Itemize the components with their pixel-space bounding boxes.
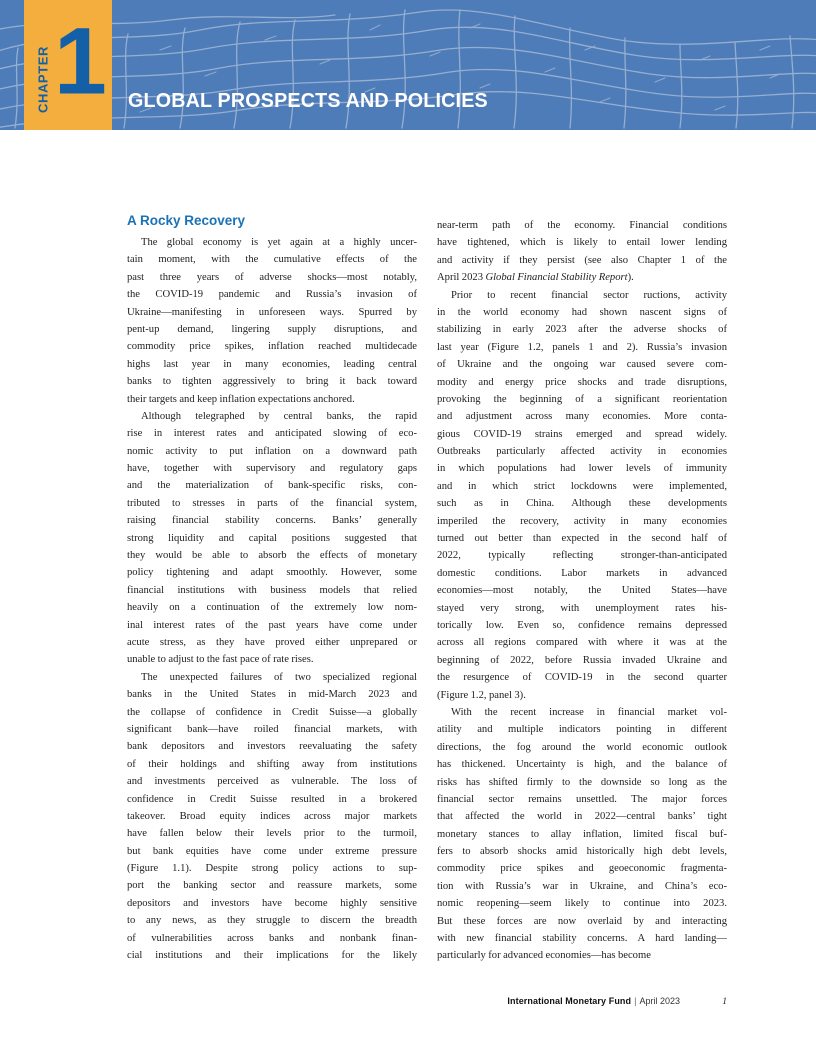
text-line: modity and energy price shocks and trade disruptions, [437,376,727,388]
text-line: provoking the beginning of a significant reorientation [437,393,727,405]
text-line: 2022, typically reflecting stronger-than-anticipated [437,550,727,562]
column-right [437,217,727,965]
text-line: imperiled the recovery, activity in many economies [437,515,727,527]
section-heading: A Rocky Recovery [127,213,246,228]
text-line: (Figure 1.1). Despite strong policy actions to sup- [127,863,417,875]
text-line: bank depositors and investors reevaluating the safety [127,741,417,753]
column-left [127,213,417,964]
text-line: to any news, as they struggle to discern the breadth [127,915,417,927]
text-line: strong liquidity and capital positions suggested that [127,532,417,544]
text-line: stabilizing in early 2023 after the adverse shocks of [437,324,727,336]
text-line: last year (Figure 1.2, panels 1 and 2). Russia’s invasion [437,341,727,353]
text-line: financial sector remains unsettled. The major forces [437,793,727,805]
text-line: pent-up demand, lingering supply disruptions, and [127,323,417,335]
text-line: fers to absorb shocks amid historically high debt levels, [437,846,727,858]
text-line: Although telegraphed by central banks, the rapid [141,410,417,422]
text-line: banks in the United States in mid-March 2023 and [127,689,417,701]
text-line: have fallen below their levels prior to the turmoil, [127,828,417,840]
text-line: takeover. Broad equity indices across major markets [127,810,417,822]
text-line: and adjustment across many economies. More conta- [437,411,727,423]
text-line: the collapse of confidence in Credit Suisse—a globally [127,706,417,718]
text-line: port the banking sector and reassure markets, some [127,880,417,892]
text-line: nomic reopening—seem likely to continue into 2023. [437,898,727,910]
text-line: the COVID-19 pandemic and Russia’s invasion of [127,289,417,301]
text-line: they would be able to absorb the effects of monetary [127,550,417,562]
text-line: and the materialization of bank-specific risks, con- [127,480,417,492]
chapter-box [24,0,112,130]
text-line: of Ukraine and the ongoing war caused severe com- [437,359,727,371]
text-line: atility and multiple indicators pointing in different [437,724,727,736]
text-line: but bank equities have come under extreme pressure [127,845,417,857]
text-line: financial institutions with business models that relied [127,584,417,596]
page-title: GLOBAL PROSPECTS AND POLICIES [128,89,488,112]
text-line: monetary stances to allay inflation, limited fiscal buf- [437,828,727,840]
text-line: and investments perceived as vulnerable. The loss of [127,776,417,788]
header-band [0,0,816,130]
footer-date: April 2023 [639,996,680,1006]
text-line: and activity if they persist (see also Chapter 1 of the [437,254,727,266]
text-line: nomic activity to put inflation on a downward path [127,445,417,457]
text-line: (Figure 1.2, panel 3). [437,689,526,701]
text-line: The global economy is yet again at a highly uncer- [141,237,417,248]
text-line: directions, the fog around the world economic outlook [437,741,727,753]
text-line: banks to tighten aggressively to bring it back toward [127,376,417,388]
text-line: turned out better than expected in the second half of [437,533,727,545]
text-line: acute stress, as they have proved either unprepared or [127,636,417,648]
text-line: Prior to recent financial sector ructions, activity [451,289,727,301]
text-line: have, together with supervisory and regulatory gaps [127,463,417,475]
text-line: with new financial stability concerns. A hard landing— [437,933,727,945]
text-line: in the world economy had shown nascent signs of [437,306,727,318]
text-line: and in which strict lockdowns were implemented, [437,480,727,492]
text-line: unable to adjust to the fast pace of rate rises. [127,654,314,666]
text-line: tain moment, with the cumulative effects of the [127,254,417,266]
paragraph [437,217,727,287]
text-line: of their holdings and shifting away from institutions [127,758,417,770]
text-line: across all regions compared with where it was at the [437,637,727,649]
text-line: in which populations had lower levels of immunity [437,463,727,475]
text-line: domestic conditions. Labor markets in advanced [437,567,727,579]
text-line: April 2023 Global Financial Stability Report). [437,272,634,284]
page-number: 1 [722,997,727,1007]
text-line: depositors and investors have become highly sensitive [127,897,417,909]
text-line: gious COVID-19 strains emerged and spread widely. [437,428,727,440]
chapter-label: CHAPTER [35,45,51,114]
text-line: Ukraine—manifesting in unforeseen ways. Spurred by [127,306,417,318]
text-line: stayed very strong, with unemployment rates his- [437,602,727,614]
publisher-name: International Monetary Fund [507,996,632,1006]
paragraph [437,287,727,704]
text-line: raising financial stability concerns. Banks’ generally [127,515,417,527]
text-line: significant bank—have roiled financial markets, with [127,723,417,735]
text-line: risks has shifted firmly to the downside so long as the [437,776,727,788]
paragraph [127,408,417,669]
text-line: The unexpected failures of two specialized regional [141,671,417,683]
chapter-number: 1 [54,8,107,115]
footer-separator: | [634,996,637,1006]
text-line: highs last year in many economies, leading central [127,358,417,370]
text-line: such as in China. Although these developments [437,498,727,510]
text-line: near-term path of the economy. Financial conditions [437,220,727,231]
text-line: Outbreaks particularly affected activity in economies [437,446,727,458]
footer [127,996,727,1007]
text-line: have tightened, which is likely to entail lower lending [437,237,727,249]
text-line: beginning of 2022, before Russia invaded Ukraine and [437,654,727,666]
text-line: their targets and keep inflation expectations anchored. [127,393,355,405]
text-line: past three years of adverse shocks—most notably, [127,271,417,283]
text-line: With the recent increase in financial market vol- [451,706,727,718]
text-line: inal interest rates of the past years have come under [127,619,417,631]
text-line: tributed to stresses in parts of the financial system, [127,497,417,509]
paragraph [437,704,727,965]
text-line: policy tightening and adapt smoothly. However, some [127,567,417,579]
text-line: heavily on a continuation of the extremely low nom- [127,602,417,614]
text-line: tion with Russia’s war in Ukraine, and China’s eco- [437,880,727,892]
paragraph [127,234,417,408]
text-line: rise in interest rates and anticipated slowing of eco- [127,428,417,440]
paragraph [127,669,417,965]
text-line: commodity price spikes and geoeconomic fragmenta- [437,863,727,875]
text-line: economies—most notably, the United States—have [437,585,727,597]
text-line: of vulnerabilities across banks and nonbank finan- [127,932,417,944]
text-line: has thickened. Uncertainty is high, and the balance of [437,759,727,771]
text-line: confidence in Credit Suisse resulted in a brokered [127,793,417,805]
text-line: the resurgence of COVID-19 in the second quarter [437,672,727,684]
text-line: particularly for advanced economies—has become [437,950,651,962]
text-line: torically low. Even so, confidence remains depressed [437,619,727,631]
text-line: that affected the world in 2022—central banks’ tight [437,811,727,823]
text-line: cial institutions and their implications for the likely [127,950,417,962]
text-line: commodity price spikes, inflation reached multidecade [127,341,417,353]
text-line: But these forces are now overlaid by and interacting [437,915,727,927]
